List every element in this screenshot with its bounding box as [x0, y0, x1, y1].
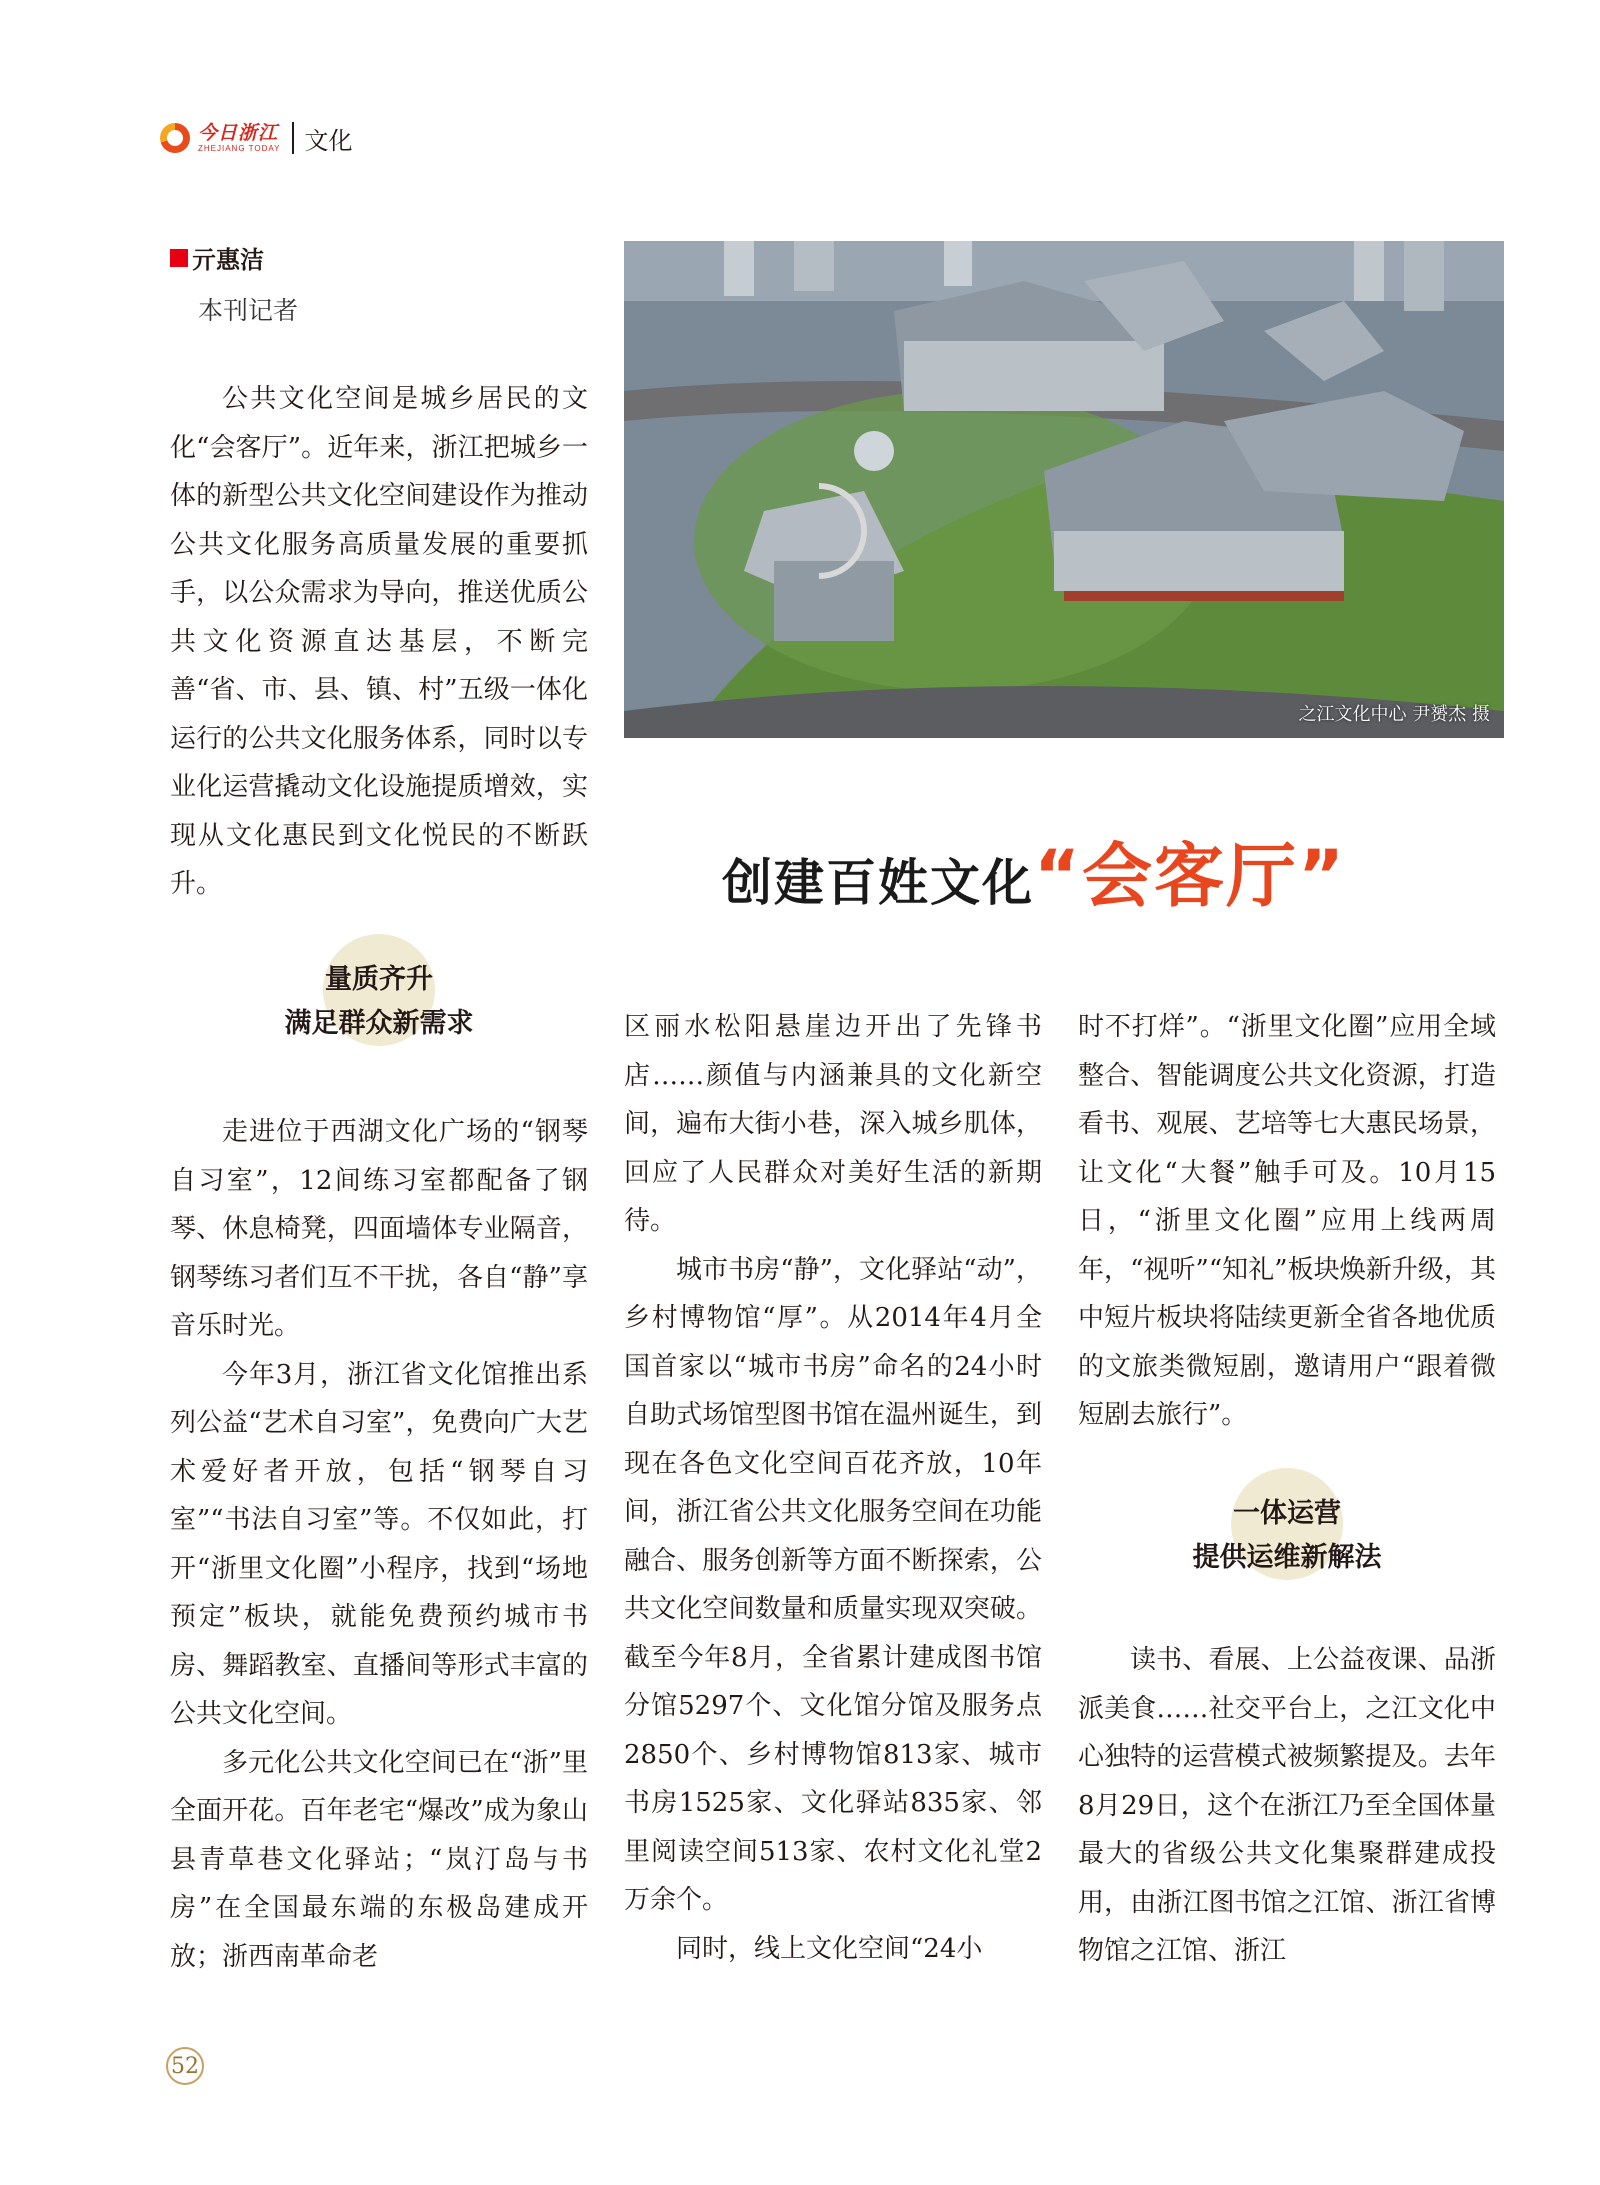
- paragraph: 读书、看展、上公益夜课、品浙派美食……社交平台上，之江文化中心独特的运营模式被频繁提及。去年8月29日，这个在浙江乃至全国体量最大的省级公共文化集聚群建成投用，由浙江图书馆之江馆、浙江省博物馆之江馆、浙江: [1078, 1645, 1496, 1966]
- paragraph: 走进位于西湖文化广场的“钢琴自习室”，12间练习室都配备了钢琴、休息椅凳，四面墙体专业隔音，钢琴练习者们互不干扰，各自“静”享音乐时光。: [170, 1117, 588, 1341]
- section-name: 文化: [304, 126, 353, 155]
- title-part1: 创建百姓文化: [722, 853, 1034, 912]
- paragraph: 多元化公共文化空间已在“浙”里全面开花。百年老宅“爆改”成为象山县青草巷文化驿站；“岚汀岛与书房”在全国最东端的东极岛建成开放；浙西南革命老: [170, 1747, 588, 1972]
- column-3-lower: [1078, 1636, 1496, 1976]
- section-heading-1: [170, 958, 588, 1046]
- logo-text-cn: 今日浙江: [198, 121, 279, 144]
- byline: [170, 240, 298, 327]
- intro-column: [170, 375, 588, 909]
- section-heading-1-line1: 量质齐升: [325, 964, 433, 995]
- museum-facade: [1054, 531, 1344, 591]
- column-1: [170, 1108, 588, 1981]
- page-number: 52: [166, 2047, 204, 2085]
- logo-text-en: ZHEJIANG TODAY: [198, 143, 281, 153]
- aerial-photo-illustration: [624, 241, 1504, 738]
- logo-icon: [160, 121, 194, 155]
- author-name-row: [170, 240, 298, 275]
- paragraph: 同时，线上文化空间“24小: [676, 1933, 983, 1964]
- photo-caption: 之江文化中心 尹赟杰 摄: [1298, 704, 1490, 725]
- section-heading-2-line1: 一体运营: [1233, 1498, 1341, 1529]
- column-3: [1078, 1003, 1496, 1440]
- paragraph: 今年3月，浙江省文化馆推出系列公益“艺术自习室”，免费向广大艺术爱好者开放，包括“钢琴自习室”“书法自习室”等。不仅如此，打开“浙里文化圈”小程序，找到“场地预定”板块，就能免费预约城市书房、舞蹈教室、直播间等形式丰富的公共文化空间。: [170, 1359, 588, 1729]
- title-part2: “会客厅”: [1034, 835, 1347, 917]
- masthead: [160, 118, 352, 158]
- section-heading-1-line2: 满足群众新需求: [284, 1008, 474, 1039]
- red-square-icon: [170, 249, 188, 267]
- section-heading-2-line2: 提供运维新解法: [1192, 1542, 1382, 1573]
- article-title: [722, 820, 1346, 921]
- column-2: [624, 1003, 1042, 1973]
- masthead-divider: [292, 122, 294, 154]
- paragraph: 区丽水松阳悬崖边开出了先锋书店……颜值与内涵兼具的文化新空间，遍布大街小巷，深入城乡肌体，回应了人民群众对美好生活的新期待。: [624, 1012, 1042, 1236]
- cover-photo: [624, 241, 1504, 738]
- author-role: 本刊记者: [198, 296, 299, 325]
- author-name: 亓惠洁: [192, 246, 264, 274]
- intro-paragraph: 公共文化空间是城乡居民的文化“会客厅”。近年来，浙江把城乡一体的新型公共文化空间建设作为推动公共文化服务高质量发展的重要抓手，以公众需求为导向，推送优质公共文化资源直达基层，不断完善“省、市、县、镇、村”五级一体化运行的公共文化服务体系，同时以专业化运营撬动文化设施提质增效，实现从文化惠民到文化悦民的不断跃升。: [170, 384, 588, 899]
- section-heading-2: [1078, 1492, 1496, 1580]
- paragraph: 时不打烊”。“浙里文化圈”应用全域整合、智能调度公共文化资源，打造看书、观展、艺培等七大惠民场景，让文化“大餐”触手可及。10月15日，“浙里文化圈”应用上线两周年，“视听”“知礼”板块焕新升级，其中短片板块将陆续更新全省各地优质的文旅类微短剧，邀请用户“跟着微短剧去旅行”。: [1078, 1012, 1496, 1430]
- paragraph: 城市书房“静”，文化驿站“动”，乡村博物馆“厚”。从2014年4月全国首家以“城市书房”命名的24小时自助式场馆型图书馆在温州诞生，到现在各色文化空间百花齐放，10年间，浙江省公共文化服务空间在功能融合、服务创新等方面不断探索，公共文化空间数量和质量实现双突破。截至今年8月，全省累计建成图书馆分馆5297个、文化馆分馆及服务点2850个、乡村博物馆813家、城市书房1525家、文化驿站835家、邻里阅读空间513家、农村文化礼堂2万余个。: [624, 1254, 1042, 1915]
- library-facade: [904, 341, 1164, 411]
- logo: [198, 121, 281, 153]
